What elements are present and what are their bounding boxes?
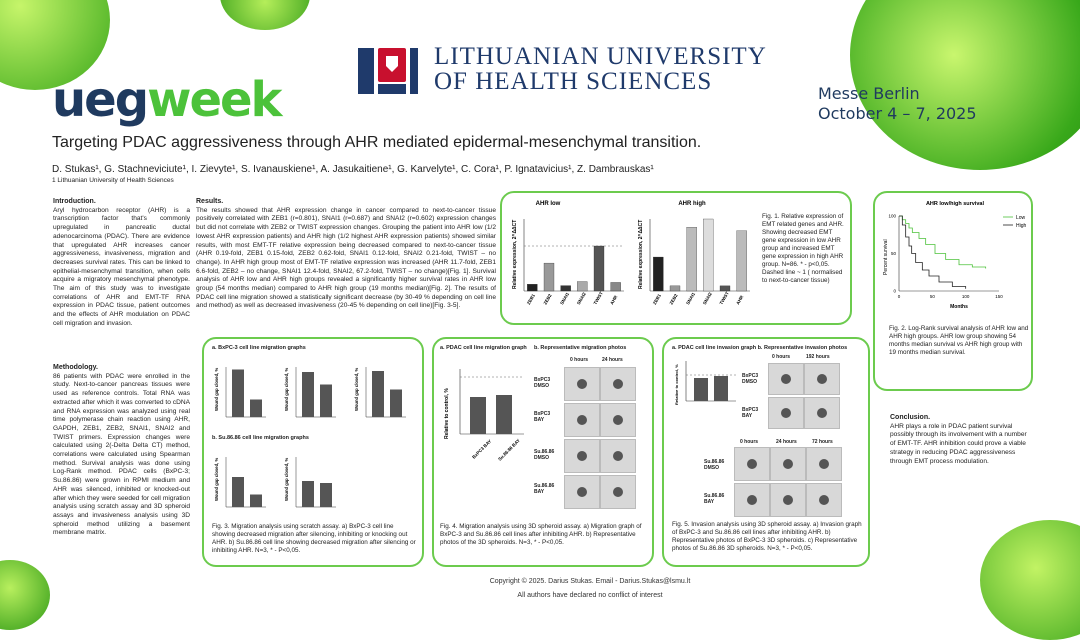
fig3-bar <box>250 495 262 508</box>
results-heading: Results. <box>196 198 224 205</box>
fig4-title-a: a. PDAC cell line migration graph <box>440 345 527 351</box>
green-blob-bottom-left <box>0 560 50 630</box>
fig1-title-high: AHR high <box>678 201 706 207</box>
fig1-xlabel: SNAI2 <box>701 291 713 306</box>
fig5-photo <box>804 397 840 429</box>
fig4-photo <box>564 439 600 473</box>
figure-2-panel <box>873 191 1033 391</box>
fig2-caption: Fig. 2. Log-Rank survival analysis of AHR low and AHR high groups. AHR low group showing 54 months median survival vs AHR high group with 19 months median survival. <box>889 325 1029 356</box>
fig3-bar <box>302 481 314 507</box>
fig5-photo <box>770 483 806 517</box>
fig5-top-row-1: BxPC3 BAY <box>742 407 759 419</box>
fig5-top-row-0: BxPC3 DMSO <box>742 373 759 385</box>
fig3-bar <box>320 385 332 418</box>
fig1-xlabel: TWIST <box>718 290 730 306</box>
fig3-bar <box>232 477 244 507</box>
fig5-bottom-col-1: 24 hours <box>776 439 797 445</box>
fig2-xlabel: Months <box>950 304 968 310</box>
fig4-bar-su8686 <box>496 395 512 434</box>
fig1-bar-snai2 <box>577 282 587 291</box>
results-section <box>196 198 496 311</box>
fig3-ylabel: Wound gap closed, % <box>284 457 289 501</box>
fig1-xlabel: AHR <box>735 294 745 306</box>
fig5-ylabel: Relative to control, % <box>674 364 679 405</box>
fig3-ylabel: Wound gap closed, % <box>214 367 219 411</box>
fig4-photo <box>600 367 636 401</box>
fig3-caption: Fig. 3. Migration analysis using scratch assay. a) BxPC-3 cell line showing decreased migration after silencing, inhibiting or knocking out AHR. b) Su.86.86 cell line showing decreased migration after silencing or inhibiting AHR. N=3, * - P<0,05. <box>212 523 416 554</box>
fig1-xlabel: ZEB2 <box>542 293 553 306</box>
fig2-series-low <box>899 216 986 269</box>
fig3-bar <box>302 372 314 417</box>
fig5-photo <box>734 483 770 517</box>
fig1-bar-snai1 <box>561 286 571 291</box>
fig3-bar <box>232 370 244 418</box>
intro-body: Aryl hydrocarbon receptor (AHR) is a transcription factor that's commonly upregulated in pancreatic ductal adenocarcinoma (PDAC). There are evidence that upregulated AHR increases cancer aggressiveness, invasiveness, migration and decreases survival rates. This can be linked to epithelial-mesenchymal transition, when cells acquire a migratory mesenchymal phenotype. The aim of this study was to investigate correlations of AHR and EMT-TF RNA expression in PDAC tissue, patient outcomes and the effects of AHR modulation on PDAC cell migration and invasion. <box>53 206 190 327</box>
fig4-bar-chart <box>434 339 534 489</box>
fig1-bar-zeb2 <box>670 286 680 291</box>
fig4-xcat-1: Su.86.86 BAY <box>497 437 521 462</box>
fig2-ytick: 0 <box>893 288 896 294</box>
fig3-title-a: a. BxPC-3 cell line migration graphs <box>212 345 306 351</box>
figure-1-panel <box>500 191 852 325</box>
fig5-bottom-row-0: Su.86.86 DMSO <box>704 459 725 471</box>
fig5-bar-bxpc3 <box>694 378 708 401</box>
fig4-photo <box>600 439 636 473</box>
affiliation: 1 Lithuanian University of Health Sciences <box>52 177 174 184</box>
fig4-col-24h: 24 hours <box>602 357 623 363</box>
fig1-bar-zeb1 <box>653 257 663 291</box>
fig1-xlabel: TWIST <box>592 290 604 306</box>
methods-heading: Methodology. <box>53 364 98 371</box>
fig2-title: AHR low/high survival <box>925 201 985 207</box>
fig1-bar-ahr <box>611 282 621 291</box>
conclusion-section <box>890 414 1030 466</box>
fig4-photo <box>564 403 600 437</box>
fig2-ytick: 100 <box>888 213 896 219</box>
fig5-top-col-1: 192 hours <box>806 354 830 360</box>
fig4-photo <box>564 367 600 401</box>
fig3-ylabel: Wound gap closed, % <box>214 457 219 501</box>
fig4-col-0h: 0 hours <box>570 357 589 363</box>
intro-heading: Introduction. <box>53 198 96 205</box>
fig1-xlabel: ZEB2 <box>668 293 679 306</box>
fig5-photo <box>804 363 840 395</box>
fig4-row-1: BxPC3 BAY <box>534 411 551 423</box>
fig1-xlabel: SNAI2 <box>575 291 587 306</box>
fig2-ytick: 50 <box>890 251 896 256</box>
fig1-bar-snai1 <box>687 227 697 291</box>
figure-4-panel <box>432 337 654 567</box>
fig5-bottom-row-1: Su.86.86 BAY <box>704 493 725 505</box>
fig5-caption: Fig. 5. Invasion analysis using 3D spheroid assay. a) Invasion graph of BxPC-3 and Su.86.86 cell lines after inhibiting AHR. b) Representative photos of BxPC-3 3D spheroids. c) Representative photos of Su.86.86 3D spheroids. N=3, * - P<0,05. <box>672 521 862 552</box>
fig2-xtick: 0 <box>897 294 901 299</box>
fig4-ylabel: Relative to control, % <box>444 388 450 439</box>
figure-5-panel <box>662 337 870 567</box>
conclusion-body: AHR plays a role in PDAC patient survival possibly through its involvement with a number of EMT-TF. AHR inhibition could prove a viable strategy in reducing PDAC aggressiveness through EMT process modulation. <box>890 422 1027 465</box>
fig4-bar-bxpc3 <box>470 397 486 434</box>
fig3-bar-charts <box>204 339 422 519</box>
fig3-bar <box>320 483 332 507</box>
fig1-caption: Fig. 1. Relative expression of EMT related genes and AHR. Showing decreased EMT gene expression in low AHR group and increased EMT gene expression in high AHR group. N=86. * - p<0,05. Dashed line ~ 1 ( normalised to next-to-cancer tissue) <box>762 213 844 284</box>
fig4-row-0: BxPC3 DMSO <box>534 377 551 389</box>
fig5-top-col-0: 0 hours <box>772 354 791 360</box>
fig3-bar <box>390 390 402 418</box>
fig5-photo <box>770 447 806 481</box>
fig1-title-low: AHR low <box>535 201 561 207</box>
fig5-bottom-col-0: 0 hours <box>740 439 759 445</box>
footer-coi: All authors have declared no conflict of interest <box>517 592 663 599</box>
fig3-ylabel: Wound gap closed, % <box>354 367 359 411</box>
footer-copyright: Copyright © 2025. Darius Stukas. Email - Darius.Stukas@lsmu.lt <box>489 578 691 585</box>
author-list: D. Stukas¹, G. Stachneviciute¹, I. Zievyte¹, S. Ivanauskiene¹, A. Jasukaitiene¹, G. Karvelyte¹, C. Cora¹, P. Ignatavicius¹, Z. Dambrauskas¹ <box>52 164 654 175</box>
fig5-bar-su8686 <box>714 376 728 401</box>
fig2-xtick: 150 <box>995 294 1003 299</box>
fig1-xlabel: ZEB1 <box>651 293 662 306</box>
fig2-survival-chart <box>875 193 1031 323</box>
university-crest-icon <box>358 44 420 98</box>
university-name: LITHUANIAN UNIVERSITY OF HEALTH SCIENCES <box>434 43 767 95</box>
methods-body: 86 patients with PDAC were enrolled in the study. Next-to-cancer pancreas tissues were used as reference controls. Total RNA was extracted after which it was converted to cDNA and RNA expression was analyzed using real time polymerase chain reaction using AHR, GAPDH, ZEB1, ZEB2, SNAI1, SNAI2 and TWIST primers. Expression changes were calculated using 2(-Delta Delta CT) method, correlations were calculated using Spearman method. Survival analysis was done using Log-Rank method. PDAC cells (BxPC-3; Su.86.86) were grown in RPMI medium and AHR was silenced, inhibited or knocked-out after which they were seeded for cell migration analysis using scratch assay and 3D spheroid assays and invasiveness analysis using 3D spheroid method utilizing a basement membrane matrix. <box>53 372 190 537</box>
fig1-bar-snai2 <box>703 219 713 291</box>
fig1-bar-zeb1 <box>527 284 537 291</box>
fig5-photo <box>734 447 770 481</box>
methods-section <box>53 364 190 538</box>
fig2-ylabel: Percent survival <box>883 239 889 275</box>
fig4-photo <box>600 403 636 437</box>
fig5-title: a. PDAC cell line invasion graph b. Representative invasion photos <box>672 345 848 351</box>
fig3-title-b: b. Su.86.86 cell line migration graphs <box>212 435 309 441</box>
fig5-bar-chart <box>664 339 744 429</box>
fig4-row-2: Su.86.86 DMSO <box>534 449 555 461</box>
fig1-charts <box>502 193 752 321</box>
fig4-photo <box>600 475 636 509</box>
fig3-bar <box>250 400 262 418</box>
green-blob-top-mid <box>220 0 310 30</box>
fig4-row-3: Su.86.86 BAY <box>534 483 555 495</box>
fig1-bar-ahr <box>737 231 747 291</box>
fig1-bar-zeb2 <box>544 263 554 291</box>
fig4-caption: Fig. 4. Migration analysis using 3D spheroid assay. a) Migration graph of BxPC-3 and Su.86.86 cell lines after inhibiting AHR. b) Representative photos of the 3D spheroids. N=3, * - P<0,05. <box>440 523 642 546</box>
figure-3-panel <box>202 337 424 567</box>
fig4-title-b: b. Representative migration photos <box>534 345 627 351</box>
fig1-ylabel-high: Relative expression, 2^ΔΔCT <box>638 219 644 289</box>
fig4-xcat-0: BxPC3 BAY <box>471 438 493 460</box>
fig1-bar-twist <box>720 286 730 291</box>
fig1-ylabel-low: Relative expression, 2^ΔΔCT <box>512 219 518 289</box>
fig5-photo <box>806 447 842 481</box>
results-body: The results showed that AHR expression change in cancer compared to next-to-cancer tissue positively correlated with ZEB1 (r=0.801), SNAI1 (r=0.687) and SNAI2 (r=0.602) expression changes but did not correlate with ZEB2 or TWIST expression changes. Grouping the patient into AHR low (1/2 lowest AHR expression patients) and AHR high (1/2 highest AHR expression patients) showed similar results, with most EMT-TF relative expression being decreased compared to next-to-cancer tissue (AHR 0.19-fold, ZEB1 0.15-fold, ZEB2 0.62-fold, SNAI1 0.12-fold, SNAI2 0.21-fold, TWIST – no change). In AHR high group most of EMT-TF relative expression was increased (AHR 11.7-fold, ZEB1 6.6-fold, ZEB2 – no change, SNAI1 12.4-fold, SNAI2, 67.2-fold, TWIST – no change)[Fig. 1]. Survival analysis of AHR low and AHR high groups revealed a significantly higher survival rates in AHR low group (54 months median) compared to AHR high group (19 months median)[Fig. 2]. The results of PDAC cell line migration showed a statistically significant decrease (by 30-49 % depending on cell line and method) as well as decreased invasiveness (20-45 % depending on cell line)[Fig. 3-5]. <box>196 206 496 310</box>
intro-section <box>53 198 190 329</box>
fig1-bar-twist <box>594 246 604 291</box>
fig4-photo <box>564 475 600 509</box>
poster-title: Targeting PDAC aggressiveness through AHR mediated epidermal-mesenchymal transition. <box>52 134 702 151</box>
fig1-xlabel: SNAI1 <box>559 291 571 306</box>
fig2-xtick: 100 <box>961 294 970 299</box>
fig5-photo <box>768 363 804 395</box>
fig2-xtick: 50 <box>929 294 935 299</box>
fig5-photo <box>768 397 804 429</box>
fig5-photo <box>806 483 842 517</box>
fig3-bar <box>372 371 384 417</box>
venue-info: Messe Berlin October 4 – 7, 2025 <box>818 84 977 123</box>
ueg-week-logo: uegweek <box>52 72 281 128</box>
fig3-ylabel: Wound gap closed, % <box>284 367 289 411</box>
fig1-xlabel: SNAI1 <box>685 291 697 306</box>
fig2-legend-high: High <box>1016 223 1027 229</box>
conclusion-heading: Conclusion. <box>890 414 931 421</box>
fig5-bottom-col-2: 72 hours <box>812 439 833 445</box>
fig1-xlabel: AHR <box>609 294 619 306</box>
green-blob-bottom-right <box>980 520 1080 640</box>
fig2-legend-low: Low <box>1016 215 1026 221</box>
fig1-xlabel: ZEB1 <box>525 293 536 306</box>
